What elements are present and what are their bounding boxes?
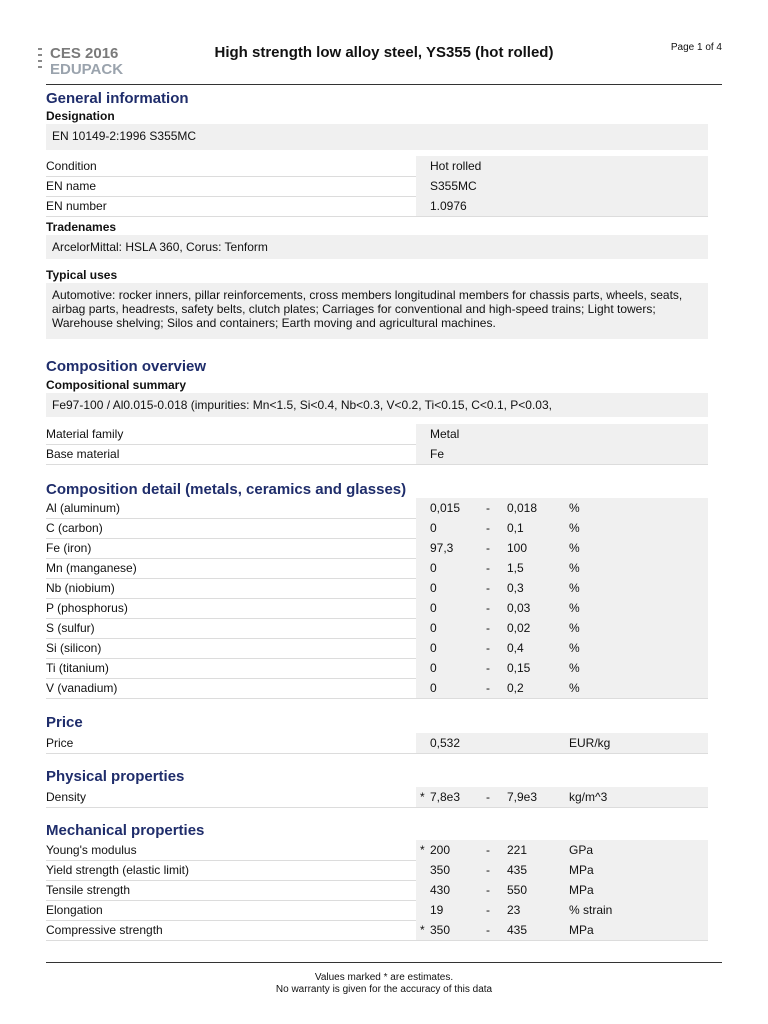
- property-row: Al (aluminum) 0,015 - 0,018 %: [46, 498, 708, 519]
- footer-divider: [46, 962, 722, 963]
- section-physical-properties: Physical properties: [46, 768, 185, 785]
- property-row: Elongation 19 - 23 % strain: [46, 900, 708, 921]
- property-row: Fe (iron) 97,3 - 100 %: [46, 538, 708, 559]
- page-number: Page 1 of 4: [670, 42, 722, 53]
- property-row: Yield strength (elastic limit) 350 - 435 MPa: [46, 860, 708, 881]
- property-row: Mn (manganese) 0 - 1,5 %: [46, 558, 708, 579]
- footer-estimates-note: Values marked * are estimates.: [314, 972, 454, 983]
- property-row: EN number 1.0976: [46, 196, 708, 217]
- svg-text:EDUPACK: EDUPACK: [50, 61, 124, 76]
- section-general-information: General information: [46, 90, 189, 107]
- property-row: Si (silicon) 0 - 0,4 %: [46, 638, 708, 659]
- section-composition-overview: Composition overview: [46, 358, 207, 375]
- header-divider: [46, 84, 722, 85]
- property-row: Young's modulus * 200 - 221 GPa: [46, 840, 708, 861]
- document-title: High strength low alloy steel, YS355 (hot rolled): [214, 44, 554, 61]
- compositional-summary-label: Compositional summary: [46, 378, 187, 392]
- section-mechanical-properties: Mechanical properties: [46, 822, 205, 839]
- section-price: Price: [46, 714, 83, 731]
- property-row: Nb (niobium) 0 - 0,3 %: [46, 578, 708, 599]
- property-row: Ti (titanium) 0 - 0,15 %: [46, 658, 708, 679]
- section-composition-detail: Composition detail (metals, ceramics and glasses): [46, 481, 407, 498]
- footer-warranty-note: No warranty is given for the accuracy of this data: [275, 984, 493, 995]
- compositional-summary-value: Fe97-100 / Al0.015-0.018 (impurities: Mn<1.5, Si<0.4, Nb<0.3, V<0.2, Ti<0.15, C<0.1, P<0.03,: [46, 393, 708, 417]
- property-row: V (vanadium) 0 - 0,2 %: [46, 678, 708, 699]
- tradenames-label: Tradenames: [46, 220, 117, 234]
- property-row: Tensile strength 430 - 550 MPa: [46, 880, 708, 901]
- property-row: Condition Hot rolled: [46, 156, 708, 177]
- property-row: Base material Fe: [46, 444, 708, 465]
- property-row: Density * 7,8e3 - 7,9e3 kg/m^3: [46, 787, 708, 808]
- typical-uses-value: Automotive: rocker inners, pillar reinforcements, cross members longitudinal members for chassis parts, wheels, seats, airbag parts, headrests, safety belts, clutch plates; Carriages for conventional and high-speed trains; Light towers; Warehouse shelving; Silos and containers; Earth moving and agricultural machines.: [46, 283, 708, 339]
- designation-label: Designation: [46, 109, 115, 123]
- property-row: Compressive strength * 350 - 435 MPa: [46, 920, 708, 941]
- property-row: EN name S355MC: [46, 176, 708, 197]
- tradenames-value: ArcelorMittal: HSLA 360, Corus: Tenform: [46, 235, 708, 259]
- property-row: S (sulfur) 0 - 0,02 %: [46, 618, 708, 639]
- property-row: P (phosphorus) 0 - 0,03 %: [46, 598, 708, 619]
- property-row: Price 0,532 EUR/kg: [46, 733, 708, 754]
- typical-uses-label: Typical uses: [46, 268, 118, 282]
- property-row: Material family Metal: [46, 424, 708, 445]
- property-row: C (carbon) 0 - 0,1 %: [46, 518, 708, 539]
- designation-value: EN 10149-2:1996 S355MC: [46, 124, 708, 150]
- svg-text:CES 2016: CES 2016: [50, 45, 119, 62]
